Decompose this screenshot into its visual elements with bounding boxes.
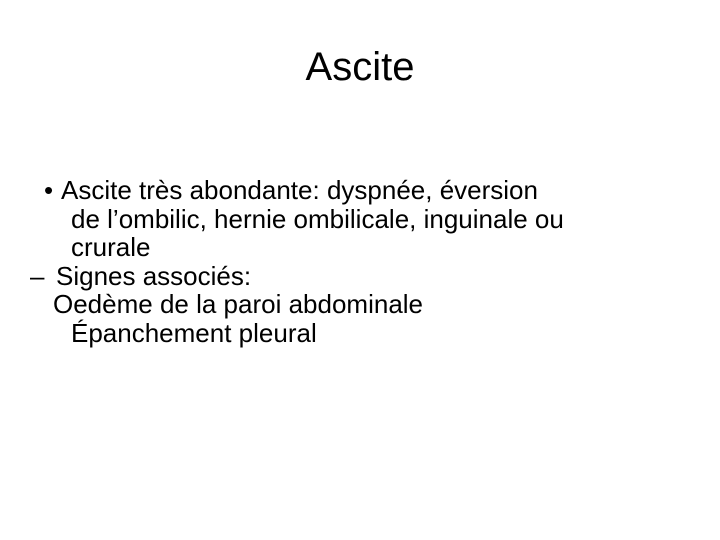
sub-heading-line — [30, 262, 694, 291]
sub-item-1: Oedème de la paroi abdominale — [53, 289, 424, 319]
dash-marker: – — [30, 260, 45, 291]
sub-heading: Signes associés: — [56, 260, 252, 291]
slide-title: Ascite — [305, 45, 415, 89]
bullet-text-1: Ascite très abondante: dyspnée, éversion — [61, 175, 538, 205]
sub-item-2: Épanchement pleural — [71, 317, 317, 348]
bullet-line-1 — [44, 176, 694, 205]
bullet-text-2: de l’ombilic, hernie ombilicale, inguinale ou — [71, 203, 564, 234]
bullet-text-3: crurale — [71, 232, 151, 262]
bullet-marker: • — [44, 175, 54, 205]
slide-body — [30, 175, 694, 348]
